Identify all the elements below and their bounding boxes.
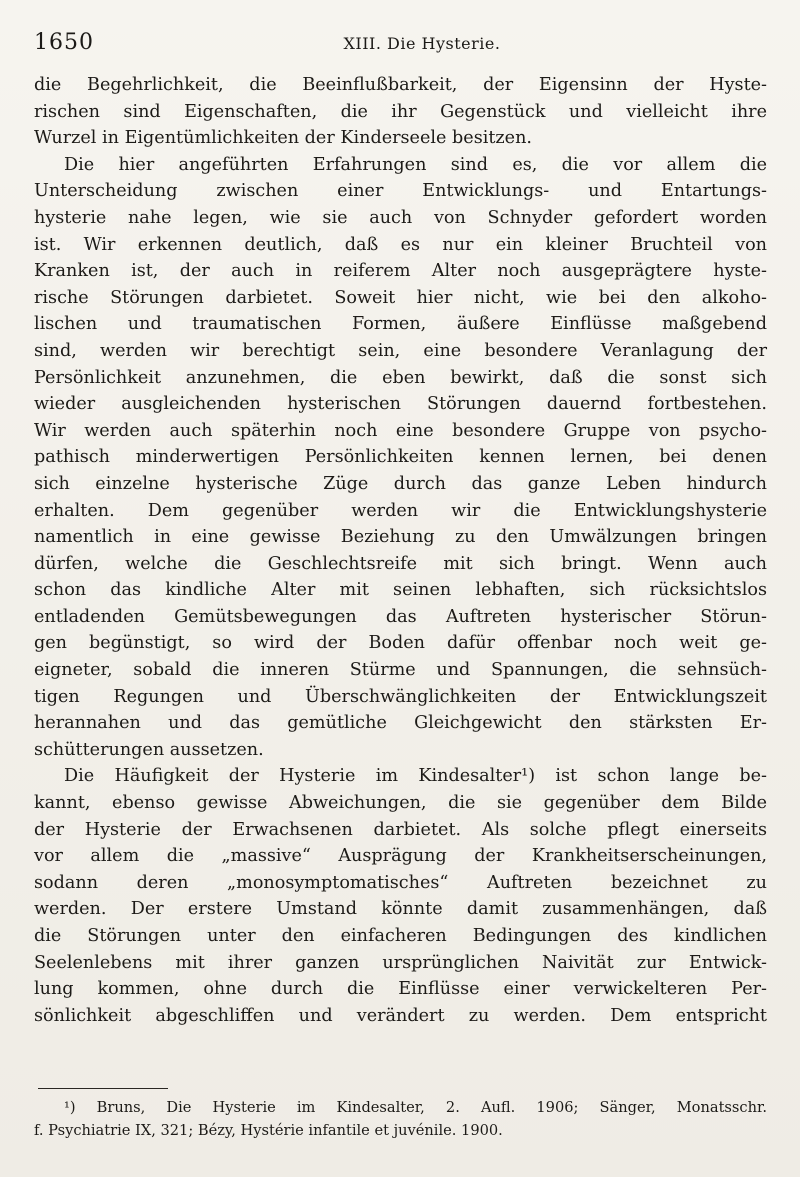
text-line: tigen Regungen und Überschwänglichkeiten der Entwicklungszeit — [34, 686, 767, 707]
text-line: die Störungen unter den einfacheren Bedingungen des kindlichen — [34, 926, 767, 946]
text-line: Die hier angeführten Erfahrungen sind es, die vor allem die — [64, 154, 767, 175]
text-line: namentlich in eine gewisse Beziehung zu den Umwälzungen bringen — [34, 527, 767, 548]
text-line: werden. Der erstere Umstand könnte damit zusammenhängen, daß — [34, 899, 767, 920]
text-line: pathisch minderwertigen Persönlichkeiten kennen lernen, bei denen — [34, 447, 767, 468]
text-line: eigneter, sobald die inneren Stürme und Spannungen, die sehnsüch- — [34, 660, 767, 681]
text-line: kannt, ebenso gewisse Abweichungen, die sie gegenüber dem Bilde — [34, 793, 767, 814]
running-head: XIII. Die Hysterie. — [343, 34, 501, 53]
text-line: rische Störungen darbietet. Soweit hier nicht, wie bei den alkoho- — [34, 287, 767, 308]
text-line: sich einzelne hysterische Züge durch das ganze Leben hindurch — [34, 473, 767, 494]
text-line: Persönlichkeit anzunehmen, die eben bewirkt, daß die sonst sich — [34, 367, 767, 388]
footnote-rule — [38, 1088, 168, 1089]
text-line: Die Häufigkeit der Hysterie im Kindesalter¹) ist schon lange be- — [64, 766, 767, 787]
text-line: Wir werden auch späterhin noch eine besondere Gruppe von psycho- — [34, 420, 767, 441]
text-line: lung kommen, ohne durch die Einflüsse einer verwickelteren Per- — [34, 979, 767, 1000]
page-number: 1650 — [34, 30, 94, 55]
footnote-line: ¹) Bruns, Die Hysterie im Kindesalter, 2. Aufl. 1906; Sänger, Monatsschr. — [64, 1099, 767, 1116]
text-line: erhalten. Dem gegenüber werden wir die Entwicklungshysterie — [34, 500, 767, 521]
text-line: schon das kindliche Alter mit seinen lebhaften, sich rücksichtslos — [34, 580, 767, 601]
text-line: Wurzel in Eigentümlichkeiten der Kinderseele besitzen. — [34, 128, 533, 149]
text-line: schütterungen aussetzen. — [34, 739, 264, 760]
text-line: sönlichkeit abgeschliffen und verändert zu werden. Dem entspricht — [34, 1005, 767, 1026]
text-line: gen begünstigt, so wird der Boden dafür offenbar noch weit ge- — [34, 633, 767, 654]
text-line: lischen und traumatischen Formen, äußere Einflüsse maßgebend — [34, 314, 767, 335]
text-line: dürfen, welche die Geschlechtsreife mit sich bringt. Wenn auch — [34, 553, 767, 574]
body-text — [34, 72, 767, 1029]
text-line: die Begehrlichkeit, die Beeinflußbarkeit, der Eigensinn der Hyste- — [34, 75, 767, 95]
text-line: Kranken ist, der auch in reiferem Alter noch ausgeprägtere hyste- — [34, 261, 767, 282]
text-line: vor allem die „massive“ Ausprägung der Krankheitserscheinungen, — [34, 846, 767, 867]
footnotes — [34, 1096, 767, 1142]
text-line: Unterscheidung zwischen einer Entwicklungs- und Entartungs- — [34, 181, 767, 202]
text-line: hysterie nahe legen, wie sie auch von Schnyder gefordert worden — [34, 207, 767, 228]
text-line: Seelenlebens mit ihrer ganzen ursprünglichen Naivität zur Entwick- — [34, 952, 767, 973]
text-line: der Hysterie der Erwachsenen darbietet. Als solche pflegt einerseits — [34, 819, 767, 840]
text-line: entladenden Gemütsbewegungen das Auftreten hysterischer Störun- — [34, 606, 767, 627]
text-line: rischen sind Eigenschaften, die ihr Gegenstück und vielleicht ihre — [34, 101, 767, 122]
page-header — [34, 30, 770, 60]
text-line: sind, werden wir berechtigt sein, eine besondere Veranlagung der — [34, 340, 767, 361]
footnote-line: f. Psychiatrie IX, 321; Bézy, Hystérie infantile et juvénile. 1900. — [34, 1122, 503, 1139]
text-line: herannahen und das gemütliche Gleichgewicht den stärksten Er- — [34, 713, 767, 734]
text-line: wieder ausgleichenden hysterischen Störungen dauernd fortbestehen. — [34, 394, 767, 415]
text-line: ist. Wir erkennen deutlich, daß es nur ein kleiner Bruchteil von — [34, 234, 767, 255]
text-line: sodann deren „monosymptomatisches“ Auftreten bezeichnet zu — [34, 872, 767, 893]
